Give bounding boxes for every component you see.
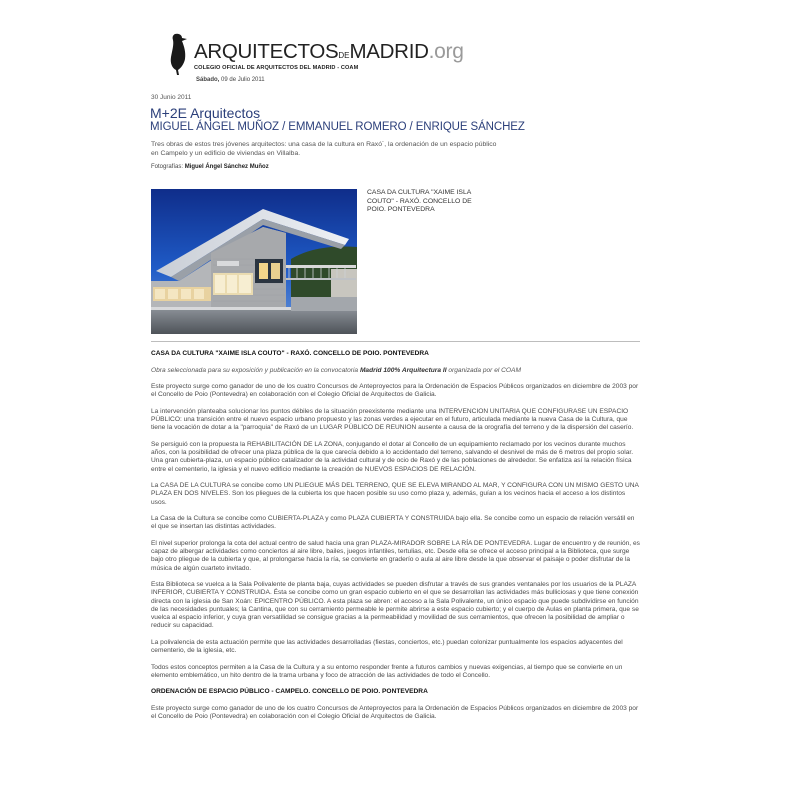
paragraph-8: La polivalencia de esta actuación permite que las actividades desarrolladas (fiestas, conciertos, etc.) puedan colonizar puntualmente los espacios adyacentes del cementerio, de la iglesia, etc. (151, 638, 623, 654)
selection-note-pre: Obra seleccionada para su exposición y publicación en la convocatoria (151, 366, 360, 374)
article-intro: Tres obras de estos tres jóvenes arquitectos: una casa de la cultura en Raxó´, la ordenación de un espacio público en Campelo y un edificio de viviendas en Villalba. (151, 141, 497, 157)
paragraph-6: El nivel superior prolonga la cota del actual centro de salud hacia una gran PLAZA-MIRADOR SOBRE LA RÍA DE PONTEVEDRA. Lugar de encuentro y de reunión, es capaz de albergar actividades como conciertos al aire libre, bailes, juegos infantiles, tertulias, etc. Desde ella se ofrece el acceso principal a la Biblioteca, que surge bajo otro pliegue de la cubierta y que, al prolongarse hacia la ría, se convierte en graderío o aula al aire libre desde la que observar el paisaje o poder disfrutar de la música de algún cuarteto invitado. (151, 539, 640, 572)
paragraph-5: La Casa de la Cultura se concibe como CUBIERTA-PLAZA y como PLAZA CUBIERTA Y CONSTRUIDA bajo ella. Se concibe como un espacio de relación versátil en el que se insertan las distintas actividades. (151, 515, 635, 531)
selection-note (151, 367, 640, 375)
article-authors: MIGUEL ÁNGEL MUÑOZ / EMMANUEL ROMERO / ENRIQUE SÁNCHEZ (150, 121, 525, 133)
selection-note-post: organizada por el COAM (446, 366, 521, 374)
photographer-name: Miguel Ángel Sánchez Muñoz (184, 164, 269, 170)
logo-de: DE (338, 51, 350, 60)
current-date-value: 09 de Julio 2011 (219, 77, 265, 83)
page-title: M+2E Arquitectos (150, 105, 261, 121)
paragraph-10: Este proyecto surge como ganador de uno de los cuatro Concursos de Anteproyectos para la Ordenación de Espacios Públicos organizados en diciembre de 2003 por el Concello de Poio (Pontevedra) en colaboración con el Colegio Oficial de Arquitectos de Galicia. (151, 704, 639, 721)
site-logo-wordmark[interactable] (194, 41, 464, 63)
paragraph-3: Se persiguió con la propuesta la REHABILITACIÓN DE LA ZONA, conjugando el dotar al Concello de un equipamiento reclamado por los vecinos durante muchos años, con la posibilidad de ofrecer una plaza pública de la que carecía debido a lo accidentado del terreno, salvando el desnivel de más de 6 metros del propio solar. Una gran cubierta-plaza, un espacio público catalizador de la actividad cultural y de ocio de Raxó y de las poblaciones de alrededor. Se enfatiza así la relación física entre el cementerio, la iglesia y el nuevo edificio mediante la creación de NUEVOS ESPACIOS DE RELACIÓN. (151, 440, 634, 473)
logo-tld: .org (428, 40, 464, 63)
section-divider (151, 341, 640, 342)
photo-caption: CASA DA CULTURA "XAIME ISLA COUTO" - RAXÓ. CONCELLO DE POIO. PONTEVEDRA (367, 189, 472, 214)
photo-credit (151, 164, 269, 170)
section-heading-casa-cultura: CASA DA CULTURA "XAIME ISLA COUTO" - RAXÓ. CONCELLO DE POIO. PONTEVEDRA (151, 350, 429, 357)
logo-main: ARQUITECTOS (194, 40, 339, 63)
paragraph-1: Este proyecto surge como ganador de uno de los cuatro Concursos de Anteproyectos para la Ordenación de Espacios Públicos organizados en diciembre de 2003 por el Concello de Poio (Pontevedra) en colaboración con el Colegio Oficial de Arquitectos de Galicia. (151, 383, 639, 399)
building-photo-illustration (151, 189, 357, 334)
current-day: Sábado, (196, 77, 220, 83)
building-photo[interactable] (151, 189, 357, 334)
photo-credit-label: Fotografías: (151, 164, 184, 170)
bird-logo-icon (166, 32, 192, 76)
site-masthead[interactable] (166, 30, 464, 76)
logo-city: MADRID (349, 40, 429, 63)
paragraph-2: La intervención planteaba solucionar los puntos débiles de la situación preexistente mediante una INTERVENCION UNITARIA QUE CONFIGURASE UN ESPACIO PÚBLICO: una transición entre el nuevo espacio urbano propuesto y las zonas verdes a ejecutar en el futuro, articulada mediante la nueva Casa de la Cultura, que tiene la vocación de dotar a la "parroquia" de Raxó de un LUGAR PÚBLICO DE REUNION ausente a causa de la orografía del terreno y de la dispersión del caserío. (151, 407, 634, 432)
paragraph-4: La CASA DE LA CULTURA se concibe como UN PLIEGUE MÁS DEL TERRENO, QUE SE ELEVA MIRANDO AL MAR, Y CONFIGURA CON UN MISMO GESTO UNA PLAZA EN DOS NIVELES. Son los pliegues de la cubierta los que hacen posible su uso como plaza y, además, guían a los vecinos hacia el acceso a los distintos usos. (151, 482, 639, 506)
paragraph-9: Todos estos conceptos permiten a la Casa de la Cultura y a su entorno responder frente a futuros cambios y nuevas exigencias, al tiempo que se convierte en un elemento emblemático, un hito dentro de la trama urbana y foco de atracción de las actividades de todo el Concello. (151, 663, 623, 679)
section-heading-campelo: ORDENACIÓN DE ESPACIO PÚBLICO - CAMPELO. CONCELLO DE POIO. PONTEVEDRA (151, 688, 428, 696)
logo-subtitle: COLEGIO OFICIAL DE ARQUITECTOS DEL MADRID - COAM (194, 65, 359, 71)
article-body (151, 350, 640, 730)
publish-date: 30 Junio 2011 (151, 94, 192, 101)
paragraph-7: Esta Biblioteca se vuelca a la Sala Polivalente de planta baja, cuyas actividades se pueden disfrutar a través de sus grandes ventanales por los usuarios de la PLAZA INFERIOR, CUBIERTA Y CONSTRUIDA. Ésta se concibe como un gran espacio cubierto en el que se desarrollan las actividades más bulliciosas y que tiene conexión directa con la iglesia de San Xoán: EPICENTRO PÚBLICO. A esta plaza se abren: el acceso a la Sala Polivalente, un único espacio que puede subdividirse en función de las necesidades puntuales; la Cantina, que con su cerramiento permeable le permite abrirse a este espacio cubierto; y el cuerpo de Aulas en planta primera, que se vuelca al espacio inferior, y cuya gran versatilidad se consigue gracias a la permeabilidad y movilidad de sus cerramientos, que ofrecen la posibilidad de ampliar o reducir su capacidad. (151, 581, 639, 630)
current-date (196, 77, 265, 83)
selection-note-bold: Madrid 100% Arquitectura II (359, 366, 447, 374)
